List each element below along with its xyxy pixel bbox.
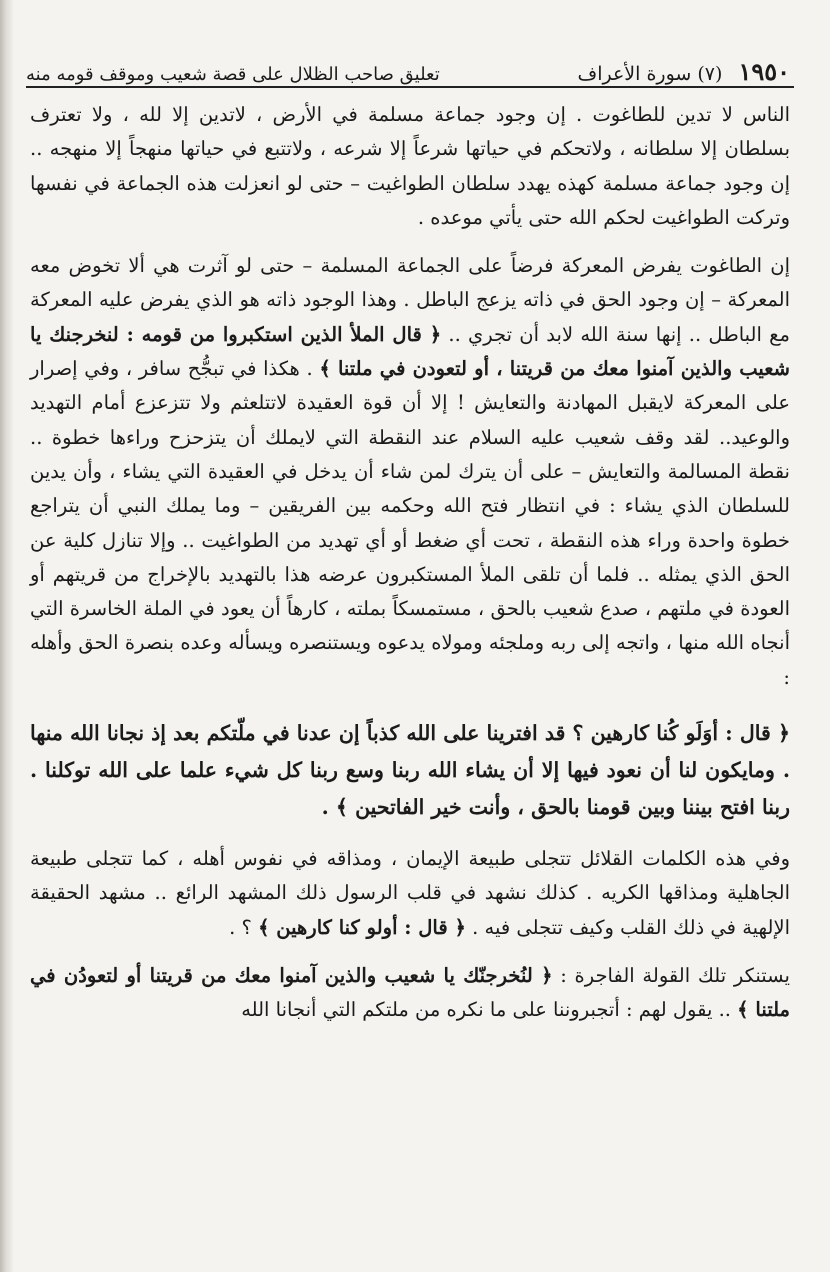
paragraph-4-text-b: ؟ . [229, 915, 259, 939]
header-rule [26, 86, 794, 88]
page-number: ١٩٥٠ [738, 57, 790, 86]
running-title: تعليق صاحب الظلال على قصة شعيب وموقف قومه منه [26, 64, 440, 85]
quran-verse-block [30, 715, 790, 826]
footer-mark [296, 1240, 348, 1246]
surah-label: (٧) سورة الأعراف [577, 63, 723, 85]
paragraph-5-text-b: .. يقول لهم : أتجبروننا على ما نكره من ملتكم التي أنجانا الله [241, 998, 738, 1022]
body-text [30, 98, 790, 1038]
paragraph-1 [30, 98, 790, 235]
quran-quote-3: ﴿ لنُخرجنّك يا شعيب والذين آمنوا معك من قريتنا أو لتعودُن في ملتنا ﴾ [30, 963, 790, 1022]
paragraph-2-text-a: إن الطاغوت يفرض المعركة فرضاً على الجماعة المسلمة – حتى لو آثرت هي ألا تخوض معه المعركة – إن وجود الحق في ذاته يزعج الباطل . وهذا الوجود ذاته هو الذي يفرض عليه المعركة مع الباطل .. إنها سنة الله لابد أن تجري .. [30, 254, 790, 346]
paragraph-5-text-a: يستنكر تلك القولة الفاجرة : [552, 963, 790, 987]
paragraph-2-text-b: . هكذا في تبجُّح سافر ، وفي إصرار على المعركة لايقبل المهادنة والتعايش ! إلا أن قوة العقيدة لاتتلعثم ولا تتزعزع أمام التهديد والوعيد.. لقد وقف شعيب عليه السلام عند النقطة التي لايملك أن يتزحزح وراءها خطوة .. نقطة المسالمة والتعايش – على أن يترك لمن شاء أن يدخل في العقيدة التي يشاء ، وأن يدين للسلطان الذي يشاء : في انتظار فتح الله وحكمه بين الفريقين – وما يملك النبي أن يتراجع خطوة واحدة وراء هذه النقطة ، تحت أي ضغط أو أي تهديد من الطواغيت .. وإلا تنازل كلية عن الحق الذي يمثله .. فلما أن تلقى الملأ المستكبرون عرضه هذا بالتهديد بالإخراج من قريتهم أو العودة في ملتهم ، صدع شعيب بالحق ، مستمسكاً بملته ، كارهاً أن يعود في الملة الخاسرة التي أنجاه الله منها ، واتجه إلى ربه وملجئه ومولاه يدعوه ويستنصره ويسأله وعده بنصرة الحق وأهله : [30, 357, 790, 689]
header-right-group [577, 57, 790, 86]
quran-quote-1: ﴿ قال الملأ الذين استكبروا من قومه : لنخرجنك يا شعيب والذين آمنوا معك من قريتنا ، أو لتعودن في ملتنا ﴾ [30, 322, 790, 381]
paragraph-2 [30, 249, 790, 695]
quran-verse-text: ﴿ قال : أوَلَو كُنا كارهين ؟ قد افترينا على الله كذباً إن عدنا في ملّتكم بعد إذ نجانا الله منها . ومايكون لنا أن نعود فيها إلا أن يشاء الله ربنا وسع ربنا كل شيء علما على الله توكلنا . ربنا افتح بيننا وبين قومنا بالحق ، وأنت خير الفاتحين ﴾ . [30, 721, 790, 820]
quran-quote-2: ﴿ قال : أولو كنا كارهين ﴾ [258, 915, 466, 939]
page-header [26, 44, 790, 84]
paragraph-1-text: الناس لا تدين للطاغوت . إن وجود جماعة مسلمة في الأرض ، لاتدين إلا لله ، ولا تعترف بسلطان إلا سلطانه ، ولاتحكم في حياتها شرعاً إلا شرعه ، ولاتتبع في حياتها منهجاً إلا منهجه .. إن وجود جماعة مسلمة كهذه يهدد سلطان الطواغيت – حتى لو انعزلت هذه الجماعة في نفسها وتركت الطواغيت لحكم الله حتى يأتي موعده . [30, 103, 790, 229]
paragraph-4 [30, 842, 790, 945]
paragraph-5 [30, 959, 790, 1028]
paragraph-4-text-a: وفي هذه الكلمات القلائل تتجلى طبيعة الإيمان ، ومذاقه في نفوس أهله ، كما تتجلى طبيعة الجاهلية ومذاقها الكريه . كذلك نشهد في قلب الرسول ذلك المشهد الرائع .. مشهد الحقيقة الإلهية في ذلك القلب وكيف تتجلى فيه . [30, 847, 790, 939]
book-spine-shadow [0, 0, 14, 1272]
